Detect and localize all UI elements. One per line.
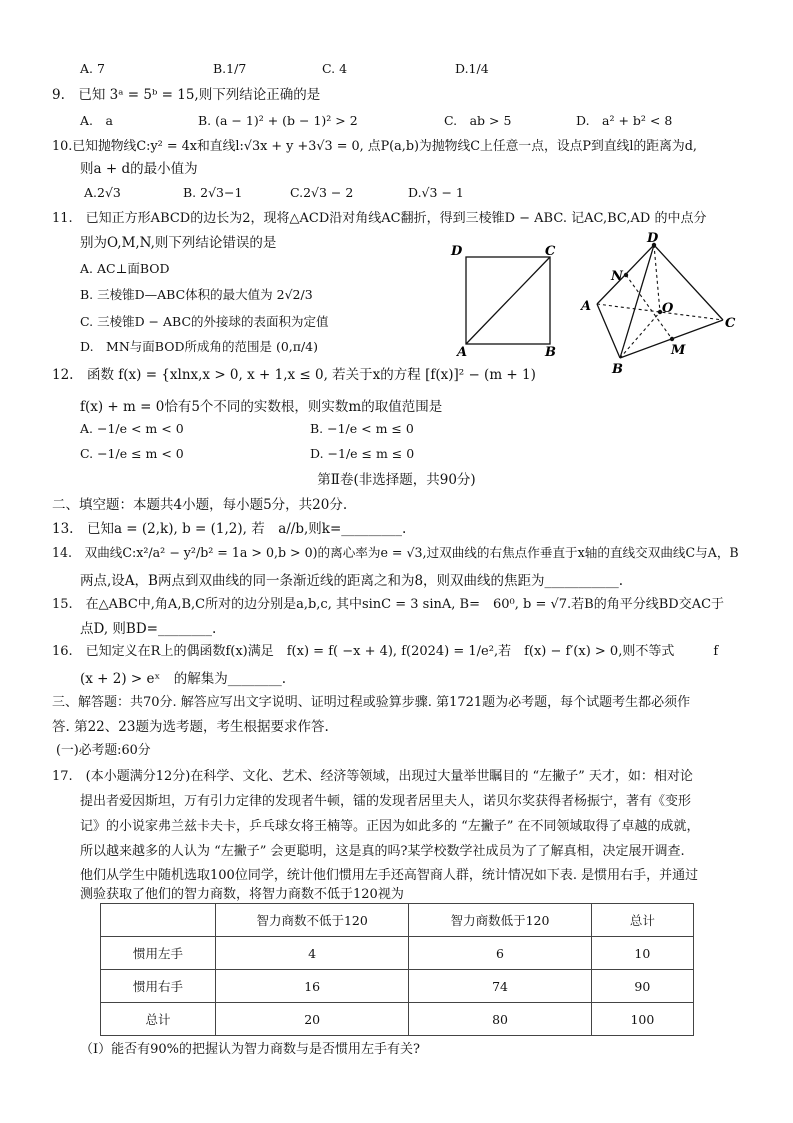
q10-option-b: B. 2√3−1 [183,185,243,200]
table-row [101,970,694,1003]
table-cell: 100 [591,1003,693,1036]
q16-line2: (x + 2) > eˣ 的解集为________. [80,671,287,687]
table-row [101,1003,694,1036]
table-cell: 6 [409,937,591,970]
table-cell: 惯用右手 [101,970,216,1003]
survey-table [100,903,694,1036]
table-header-cell: 总计 [591,904,693,937]
q10-option-d: D.√3 − 1 [408,185,464,200]
q15-line2: 点D, 则BD=________. [80,621,217,637]
q11-option-a: A. AC⊥面BOD [80,261,170,276]
pyramid-label-a: A [581,299,592,314]
table-cell: 16 [215,970,408,1003]
table-header-cell: 智力商数低于120 [409,904,591,937]
q9-stem: 9. 已知 3ᵃ = 5ᵇ = 15,则下列结论正确的是 [52,87,321,103]
part2-title: 第Ⅱ卷(非选择题，共90分) [317,472,476,488]
q12-option-d: D. −1/e ≤ m ≤ 0 [310,446,415,461]
q10-option-c: C.2√3 − 2 [290,185,354,200]
table-cell: 74 [409,970,591,1003]
q11-option-b: B. 三棱锥D—ABC体积的最大值为 2√2/3 [80,287,313,302]
square-figure [445,238,570,363]
section2-heading: 二、填空题：本题共4小题，每小题5分，共20分. [52,497,348,513]
pyramid-figure [575,230,745,380]
table-header-cell: 智力商数不低于120 [215,904,408,937]
q17-line1: 17. (本小题满分12分)在科学、文化、艺术、经济等领域，出现过大量举世瞩目的 “左撇子” 天才，如：相对论 [52,769,693,784]
q10-stem-line1: 10.已知抛物线C:y² = 4x和直线l:√3x + y +3√3 = 0, 点P(a,b)为抛物线C上任意一点，设点P到直线l的距离为d, [52,139,697,154]
table-cell: 惯用左手 [101,937,216,970]
square-label-d: D [451,244,463,259]
q14-line1: 14. 双曲线C:x²/a² − y²/b² = 1a > 0,b > 0)的离心率为e = √3,过双曲线的右焦点作垂直于x轴的直线交双曲线C与A，B [52,545,739,560]
q12-option-a: A. −1/e < m < 0 [80,421,184,436]
q13: 13. 已知a = (2,k), b = (1,2), 若 a//b,则k=_________. [52,521,407,537]
table-cell: 4 [215,937,408,970]
q9-option-a: A. a [80,113,113,128]
q16-line1: 16. 已知定义在R上的偶函数f(x)满足 f(x) = f( −x + 4), f(2024) = 1/e²,若 f(x) − f′(x) > 0,则不等式 f [52,644,719,659]
q17-line3: 记》的小说家弗兰兹卡夫卡，乒乓球女将王楠等。正因为如此多的 “左撇子” 在不同领域取得了卓越的成就， [80,819,700,834]
pyramid-label-o: O [662,301,674,316]
q17-part1: （Ⅰ）能否有90%的把握认为智力商数与是否惯用左手有关? [80,1042,420,1057]
square-diagonal [466,257,550,344]
table-header-cell [101,904,216,937]
q8-option-b: B.1/7 [213,61,247,76]
q10-stem-line2: 则a + d的最小值为 [80,161,198,177]
q15-line1: 15. 在△ABC中,角A,B,C所对的边分别是a,b,c, 其中sinC = 3 sinA, B= 60⁰, b = √7.若B的角平分线BD交AC于 [52,597,725,612]
pyramid-label-d: D [647,231,659,246]
table-cell: 总计 [101,1003,216,1036]
q10-option-a: A.2√3 [84,185,121,200]
square-label-b: B [545,345,556,360]
section3-line1: 三、解答题：共70分. 解答应写出文字说明、证明过程或验算步骤. 第1721题为必考题，每个试题考生都必须作 [52,695,691,710]
q17-line4: 所以越来越多的人认为 “左撇子” 会更聪明，这是真的吗?某学校数学社成员为了了解真相，决定展开调查. [80,844,685,859]
table-cell: 10 [591,937,693,970]
q12-stem-line1: 12. 函数 f(x) = {xlnx,x > 0, x + 1,x ≤ 0, 若关于x的方程 [f(x)]² − (m + 1) [52,367,536,383]
q9-option-d: D. a² + b² < 8 [576,113,673,128]
pyramid-label-b: B [612,362,623,377]
square-label-a: A [457,345,468,360]
q8-option-a: A. 7 [80,61,105,76]
pyramid-label-m: M [671,343,686,358]
q8-option-d: D.1/4 [455,61,489,76]
table-cell: 80 [409,1003,591,1036]
square-label-c: C [545,244,556,259]
q17-line5: 他们从学生中随机选取100位同学，统计他们惯用左手还高智商人群，统计情况如下表. 是惯用右手，并通过 [80,868,699,883]
table-cell: 20 [215,1003,408,1036]
q17-line2: 提出者爱因斯坦，万有引力定律的发现者牛顿，镭的发现者居里夫人，诺贝尔奖获得者杨振宁，著有《变形 [80,794,692,809]
required-heading: (一)必考题:60分 [56,743,151,758]
q12-option-c: C. −1/e ≤ m < 0 [80,446,184,461]
q11-stem-line1: 11. 已知正方形ABCD的边长为2，现将△ACD沿对角线AC翻折，得到三棱锥D − ABC. 记AC,BC,AD 的中点分 [52,211,707,226]
section3-line2: 答. 第22、23题为选考题，考生根据要求作答. [52,719,329,735]
table-row [101,937,694,970]
pyramid-label-n: N [611,269,623,284]
table-cell: 90 [591,970,693,1003]
q11-option-d: D. MN与面BOD所成角的范围是 (0,π/4) [80,339,319,354]
table-header-row [101,904,694,937]
q12-option-b: B. −1/e < m ≤ 0 [310,421,414,436]
q11-option-c: C. 三棱锥D − ABC的外接球的表面积为定值 [80,314,329,329]
q17-line6: 测验获取了他们的智力商数，将智力商数不低于120视为 [80,887,404,902]
q9-option-c: C. ab > 5 [444,113,512,128]
pyramid-label-c: C [725,316,736,331]
q11-stem-line2: 别为O,M,N,则下列结论错误的是 [80,235,277,251]
q14-line2: 两点,设A，B两点到双曲线的同一条渐近线的距离之和为8，则双曲线的焦距为___________. [80,573,624,589]
q9-option-b: B. (a − 1)² + (b − 1)² > 2 [198,113,358,128]
q12-stem-line2: f(x) + m = 0恰有5个不同的实数根，则实数m的取值范围是 [80,399,443,415]
q8-option-c: C. 4 [322,61,348,76]
